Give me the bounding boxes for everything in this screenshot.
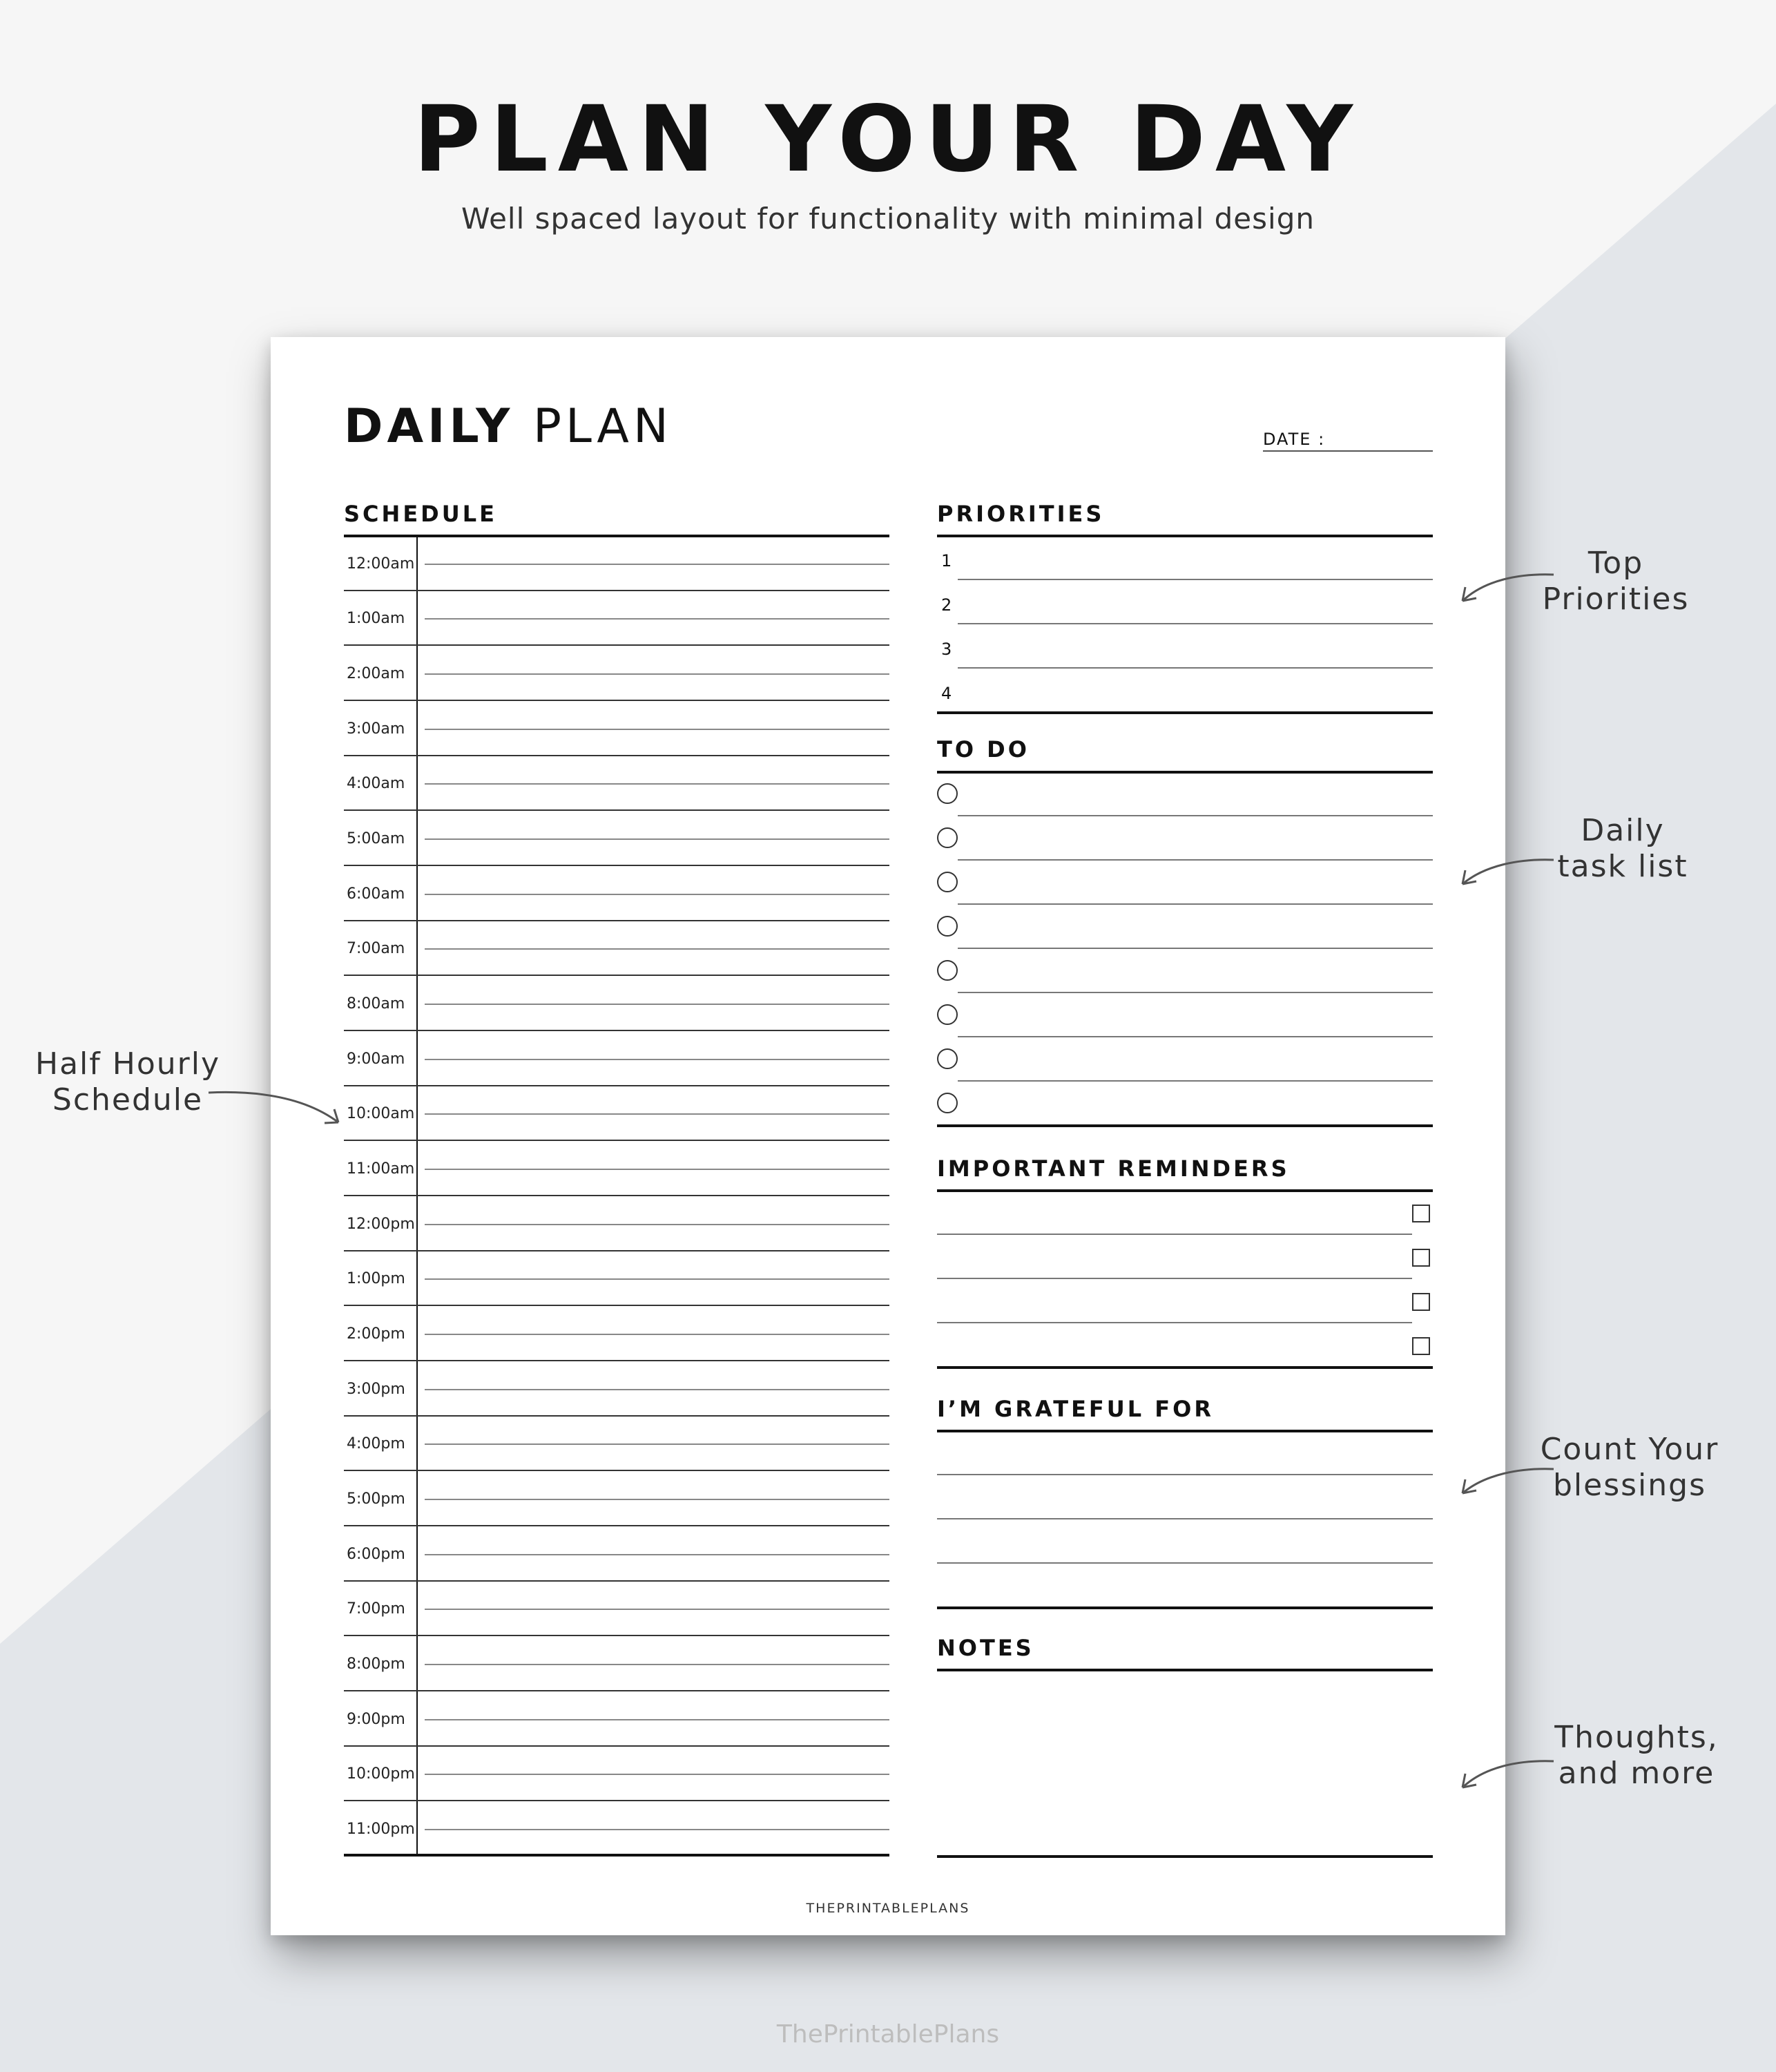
schedule-hour-label: 5:00pm [347, 1490, 405, 1508]
schedule-hour-label: 5:00am [347, 830, 405, 848]
callout-daily-task-line1: Daily [1581, 813, 1665, 848]
callout-count-blessings-line2: blessings [1552, 1468, 1707, 1503]
schedule-hour-label: 10:00pm [347, 1765, 415, 1783]
sheet-footer-brand: THEPRINTABLEPLANS [806, 1901, 970, 1916]
callout-half-hourly-line1: Half Hourly [35, 1046, 220, 1082]
schedule-hour-label: 3:00am [347, 720, 405, 738]
priority-number: 1 [941, 551, 952, 570]
hero-title: PLAN YOUR DAY [414, 86, 1362, 193]
schedule-hour-label: 1:00pm [347, 1270, 405, 1288]
notes-heading: NOTES [937, 1635, 1034, 1661]
priority-number: 3 [941, 640, 952, 659]
arrow-icon [1463, 1761, 1554, 1787]
schedule-hour-label: 10:00am [347, 1105, 415, 1123]
schedule-hour-label: 7:00am [347, 940, 405, 958]
hero-subtitle: Well spaced layout for functionality with minimal design [461, 202, 1315, 236]
schedule-hour-label: 6:00pm [347, 1545, 405, 1563]
schedule-hour-label: 12:00pm [347, 1215, 415, 1233]
schedule-hour-label: 11:00am [347, 1160, 415, 1178]
arrow-icon [1463, 860, 1554, 884]
todo-heading: TO DO [937, 736, 1030, 762]
arrow-icon [1463, 1469, 1554, 1493]
schedule-hour-label: 2:00pm [347, 1325, 405, 1343]
schedule-hour-label: 1:00am [347, 610, 405, 628]
priorities-heading: PRIORITIES [937, 501, 1105, 527]
schedule-hour-label: 9:00pm [347, 1710, 405, 1728]
grateful-heading: I’M GRATEFUL FOR [937, 1396, 1214, 1422]
callout-thoughts-line1: Thoughts, [1554, 1720, 1719, 1755]
callout-half-hourly-line2: Schedule [52, 1082, 204, 1117]
arrow-icon [209, 1092, 338, 1122]
callout-thoughts-line2: and more [1558, 1756, 1715, 1791]
callout-count-blessings-line1: Count Your [1540, 1432, 1719, 1467]
schedule-hour-label: 2:00am [347, 665, 405, 683]
schedule-hour-label: 12:00am [347, 555, 415, 573]
reminders-heading: IMPORTANT REMINDERS [937, 1155, 1290, 1182]
schedule-hour-label: 8:00am [347, 995, 405, 1013]
schedule-heading: SCHEDULE [344, 501, 497, 527]
schedule-hour-label: 9:00am [347, 1050, 405, 1068]
priority-number: 2 [941, 595, 952, 615]
callout-top-priorities-line2: Priorities [1542, 582, 1690, 617]
schedule-hour-label: 11:00pm [347, 1821, 415, 1839]
callout-daily-task-line2: task list [1557, 849, 1688, 884]
priority-number: 4 [941, 684, 952, 703]
date-label: DATE : [1263, 430, 1326, 449]
callout-top-priorities-line1: Top [1587, 546, 1644, 581]
schedule-hour-label: 3:00pm [347, 1380, 405, 1398]
schedule-hour-label: 4:00am [347, 775, 405, 793]
sheet-title-bold: DAILY [344, 399, 514, 454]
sheet-title-light: PLAN [532, 399, 673, 454]
watermark: ThePrintablePlans [776, 2020, 1000, 2049]
schedule-hour-label: 8:00pm [347, 1656, 405, 1673]
schedule-hour-label: 7:00pm [347, 1600, 405, 1618]
schedule-hour-label: 4:00pm [347, 1435, 405, 1453]
schedule-hour-label: 6:00am [347, 885, 405, 903]
arrow-icon [1463, 575, 1554, 601]
